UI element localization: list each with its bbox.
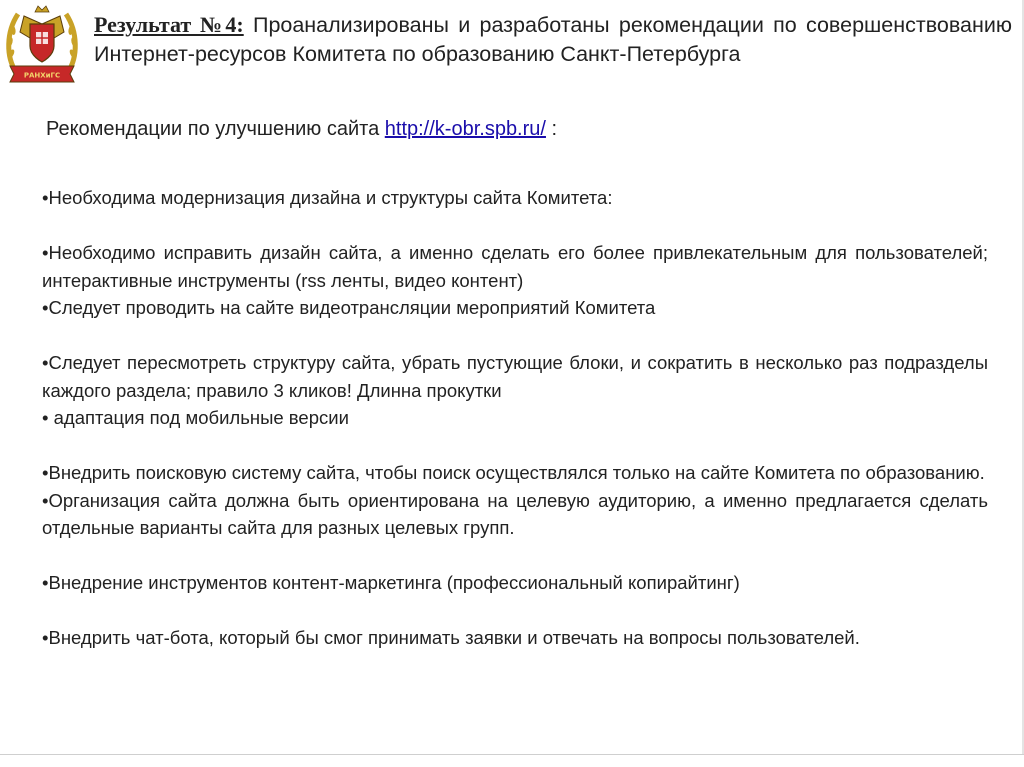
recommendations-list bbox=[42, 184, 988, 652]
heading-prefix: Рекомендации по улучшению сайта bbox=[46, 118, 385, 140]
frame-border-bottom bbox=[0, 754, 1024, 755]
list-item: •Внедрить чат-бота, который бы смог принимать заявки и отвечать на вопросы пользователей. bbox=[42, 627, 860, 648]
slide-title bbox=[94, 10, 1012, 69]
list-item: •Следует пересмотреть структуру сайта, убрать пустующие блоки, и сократить в несколько раз подразделы каждого раздела; правило 3 кликов! Длинна прокутки bbox=[42, 352, 988, 401]
result-text: Проанализированы и разработаны рекомендации по совершенствованию Интернет-ресурсов Комитета по образованию Санкт-Петербурга bbox=[94, 13, 1012, 66]
recommendations-heading bbox=[46, 115, 986, 143]
list-item: •Внедрить поисковую систему сайта, чтобы поиск осуществлялся только на сайте Комитета по образованию. bbox=[42, 462, 985, 483]
result-label: Результат №4: bbox=[94, 12, 244, 37]
list-item: •Организация сайта должна быть ориентирована на целевую аудиторию, а именно предлагается сделать отдельные варианты сайта для разных целевых групп. bbox=[42, 489, 988, 538]
list-item: •Необходимо исправить дизайн сайта, а именно сделать его более привлекательным для пользователей; интерактивные инструменты (rss ленты, видео контент) bbox=[42, 242, 988, 291]
list-item: •Необходима модернизация дизайна и структуры сайта Комитета: bbox=[42, 187, 613, 208]
list-item: •Следует проводить на сайте видеотрансляции мероприятий Комитета bbox=[42, 297, 656, 318]
list-item: • адаптация под мобильные версии bbox=[42, 407, 349, 428]
heading-suffix: : bbox=[545, 118, 558, 140]
site-link[interactable]: http://k-obr.spb.ru/ bbox=[384, 118, 546, 140]
crest-logo-icon bbox=[2, 2, 82, 84]
list-item: •Внедрение инструментов контент-маркетинга (профессиональный копирайтинг) bbox=[42, 572, 740, 593]
logo-banner-text: РАНХиГС bbox=[23, 71, 61, 80]
